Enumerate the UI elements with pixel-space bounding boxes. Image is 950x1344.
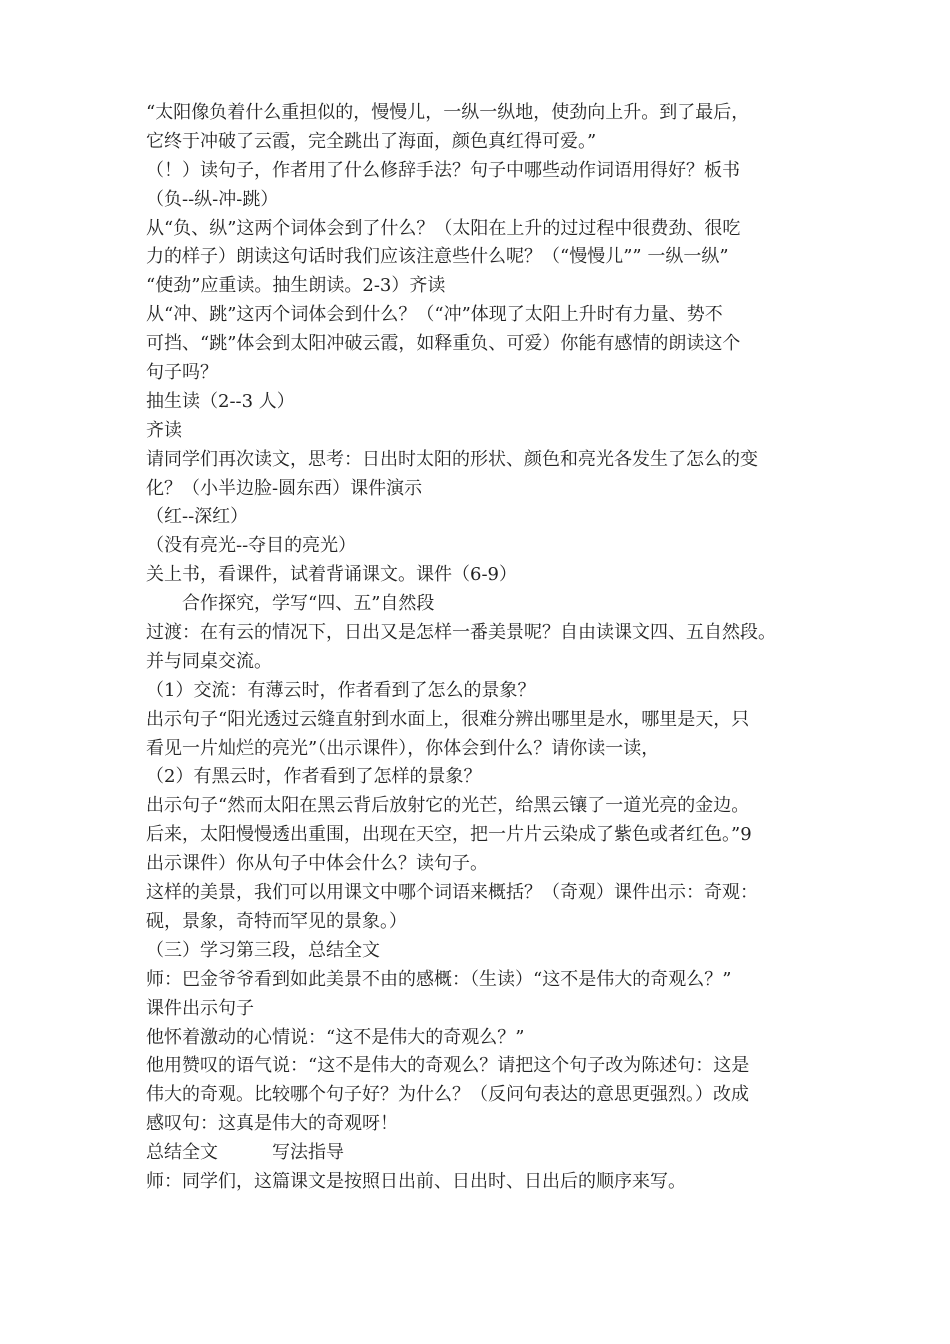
text-line: 出示课件）你从句子中体会什么？读句子。 [146, 853, 488, 875]
text-line: 力的样子）朗读这句话时我们应该注意些什么呢？（“慢慢儿”” 一纵一纵” [146, 246, 729, 268]
text-line: 伟大的奇观。比较哪个句子好？为什么？（反问句表达的意思更强烈。）改成 [146, 1084, 749, 1106]
document-body [146, 99, 826, 1197]
section-heading: （三）学习第三段，总结全文 [146, 939, 380, 961]
text-line: 砚，景象，奇特而罕见的景象。） [146, 910, 407, 932]
text-line: 并与同桌交流。 [146, 650, 272, 672]
text-line: 他怀着激动的心情说：“这不是伟大的奇观么？” [146, 1026, 525, 1048]
text-line: 后来，太阳慢慢透出重围，出现在天空，把一片片云染成了紫色或者红色。”9 [146, 824, 752, 846]
section-heading: 合作探究，学写“四、五”自然段 [182, 593, 435, 615]
text-line: 它终于冲破了云霞，完全跳出了海面，颜色真红得可爱。” [146, 130, 597, 152]
text-line: 师：同学们，这篇课文是按照日出前、日出时、日出后的顺序来写。 [146, 1170, 686, 1192]
text-line: 关上书，看课件，试着背诵课文。课件（6-9） [146, 564, 517, 586]
text-line: （！）读句子，作者用了什么修辞手法？句子中哪些动作词语用得好？板书 [146, 159, 740, 181]
text-line: （红--深红） [146, 506, 249, 528]
text-line: 他用赞叹的语气说：“这不是伟大的奇观么？请把这个句子改为陈述句：这是 [146, 1055, 750, 1077]
text-line: 化？（小半边脸-圆东西）课件演示 [146, 477, 423, 499]
text-line: 这样的美景，我们可以用课文中哪个词语来概括？（奇观）课件出示：奇观： [146, 882, 758, 904]
text-line: 感叹句：这真是伟大的奇观呀！ [146, 1113, 398, 1135]
text-line: 抽生读（2--3 人） [146, 390, 295, 412]
text-line: （没有亮光--夺目的亮光） [146, 535, 357, 557]
text-line: 课件出示句子 [146, 997, 254, 1019]
text-line: 出示句子“然而太阳在黑云背后放射它的光芒，给黑云镶了一道光亮的金边。 [146, 795, 750, 817]
text-line: 句子吗？ [146, 362, 218, 384]
text-line: 可挡、“跳”体会到太阳冲破云霞，如释重负、可爱）你能有感情的朗读这个 [146, 333, 741, 355]
text-line: 出示句子“阳光透过云缝直射到水面上，很难分辨出哪里是水，哪里是天，只 [146, 708, 750, 730]
text-line: 看见一片灿烂的亮光”（出示课件），你体会到什么？请你读一读， [146, 737, 660, 759]
text-line: 过渡：在有云的情况下，日出又是怎样一番美景呢？自由读课文四、五自然段。 [146, 622, 776, 644]
text-line: （2）有黑云时，作者看到了怎样的景象？ [146, 766, 482, 788]
text-line: 总结全文 写法指导 [146, 1142, 344, 1164]
text-line: 从“冲、跳”这丙个词体会到什么？（“冲”体现了太阳上升时有力量、势不 [146, 304, 723, 326]
text-line: （1）交流：有薄云时，作者看到了怎么的景象？ [146, 679, 536, 701]
text-line: 请同学们再次读文，思考：日出时太阳的形状、颜色和亮光各发生了怎么的变 [146, 448, 758, 470]
text-line: 齐读 [146, 419, 182, 441]
text-line: （负--纵-冲-跳） [146, 188, 279, 210]
text-line: 从“负、纵”这两个词体会到了什么？（太阳在上升的过过程中很费劲、很吃 [146, 217, 741, 239]
text-line: “太阳像负着什么重担似的，慢慢儿，一纵一纵地，使劲向上升。到了最后， [146, 102, 750, 123]
text-line: “使劲”应重读。抽生朗读。2-3）齐读 [146, 275, 446, 297]
text-line: 师：巴金爷爷看到如此美景不由的感概：（生读）“这不是伟大的奇观么？” [146, 968, 732, 990]
